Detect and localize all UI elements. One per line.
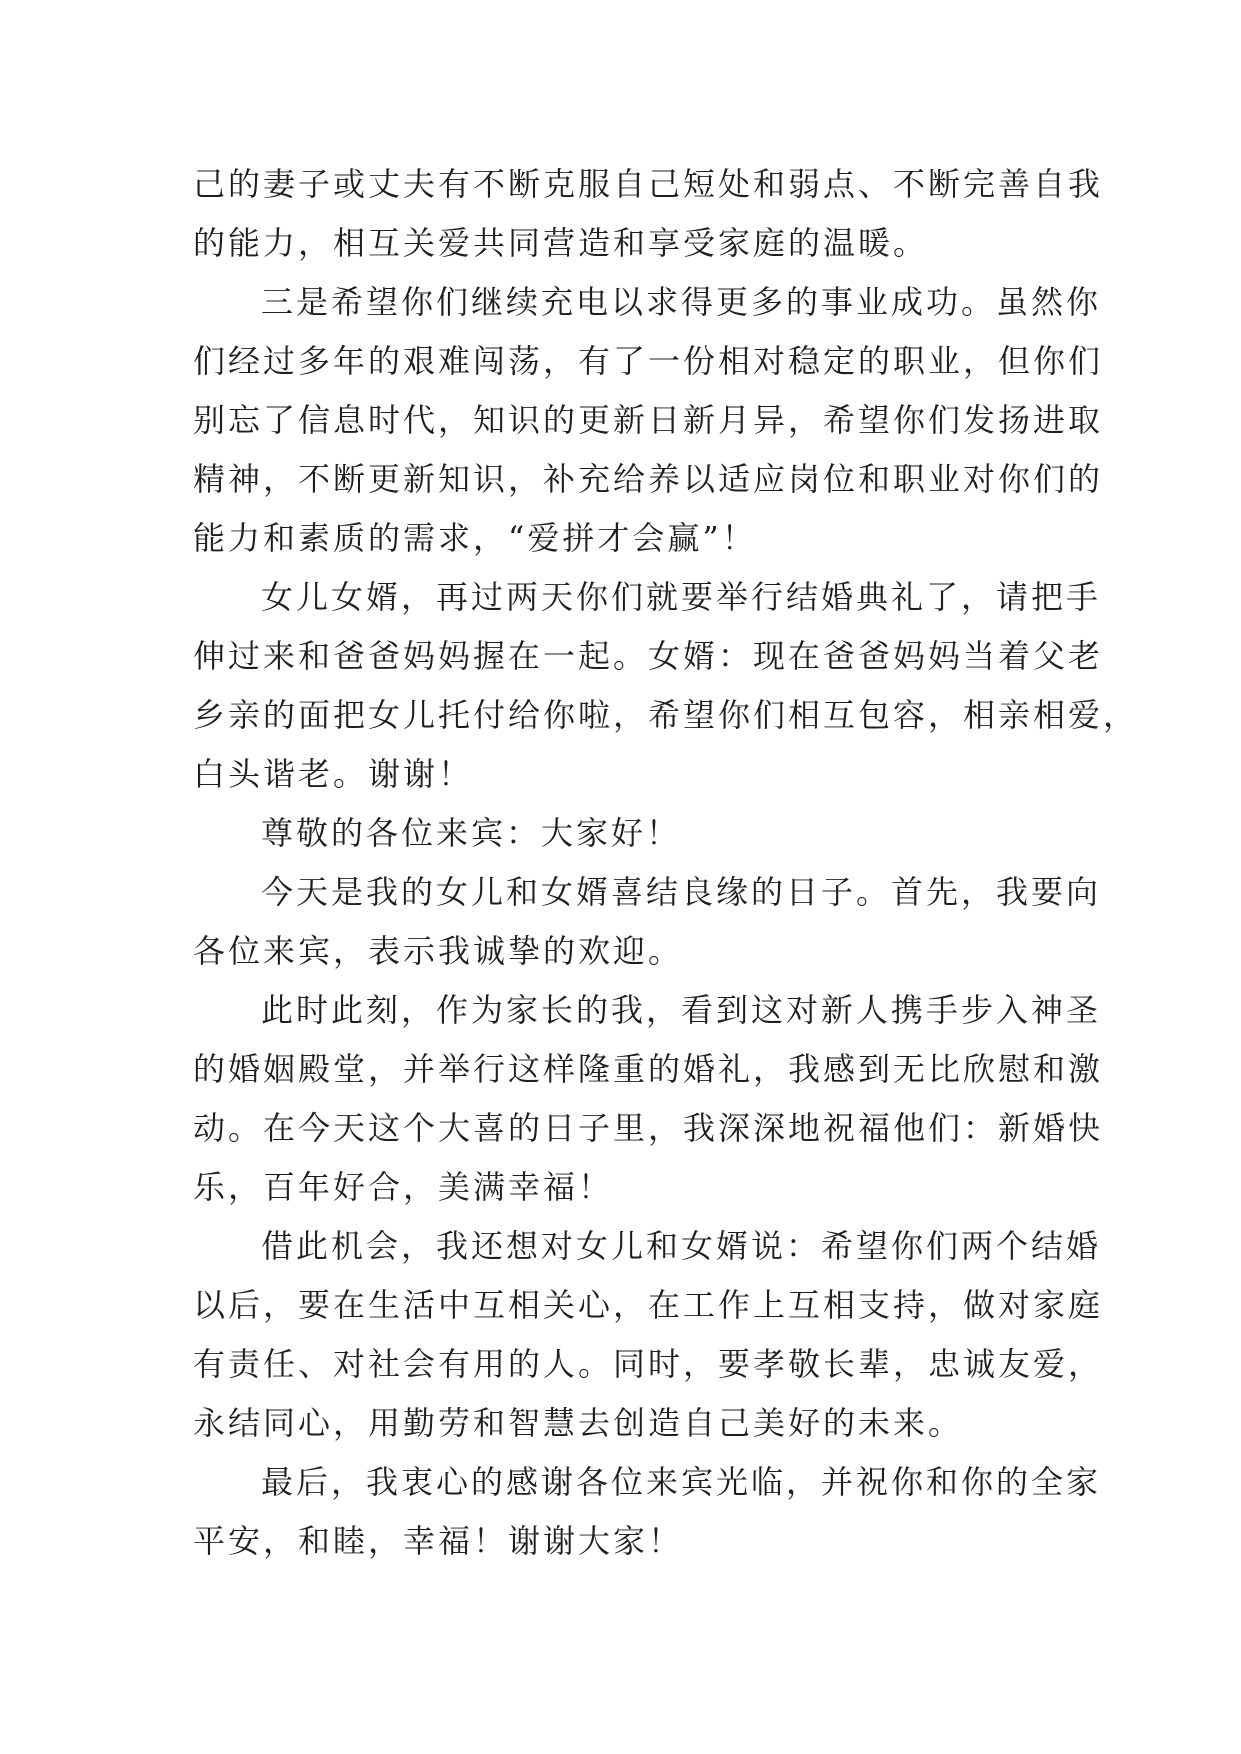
text-line: 有责任、对社会有用的人。同时，要孝敬长辈，忠诚友爱，	[193, 1345, 1104, 1383]
paragraph-start-line: 借此机会，我还想对女儿和女婿说：希望你们两个结婚	[261, 1227, 1102, 1265]
text-line: 己的妻子或丈夫有不断克服自己短处和弱点、不断完善自我	[193, 165, 1104, 203]
text-line: 白头谐老。谢谢！	[193, 755, 474, 793]
paragraph-start-line: 今天是我的女儿和女婿喜结良缘的日子。首先，我要向	[261, 873, 1102, 911]
text-line: 别忘了信息时代，知识的更新日新月异，希望你们发扬进取	[193, 401, 1104, 439]
paragraph-start-line: 三是希望你们继续充电以求得更多的事业成功。虽然你	[261, 283, 1102, 321]
document-body	[193, 155, 1139, 1571]
text-line: 伸过来和爸爸妈妈握在一起。女婿：现在爸爸妈妈当着父老	[193, 637, 1104, 675]
greeting-line: 尊敬的各位来宾：大家好！	[261, 814, 682, 852]
paragraph-start-line: 最后，我衷心的感谢各位来宾光临，并祝你和你的全家	[261, 1463, 1102, 1501]
text-line: 以后，要在生活中互相关心，在工作上互相支持，做对家庭	[193, 1286, 1104, 1324]
paragraph-start-line: 此时此刻，作为家长的我，看到这对新人携手步入神圣	[261, 991, 1102, 1029]
text-line: 能力和素质的需求，“爱拼才会赢”！	[193, 519, 757, 557]
text-line: 平安，和睦，幸福！谢谢大家！	[193, 1522, 684, 1560]
text-line: 的能力，相互关爱共同营造和享受家庭的温暖。	[193, 224, 929, 262]
text-line: 动。在今天这个大喜的日子里，我深深地祝福他们：新婚快	[193, 1109, 1104, 1147]
text-line: 的婚姻殿堂，并举行这样隆重的婚礼，我感到无比欣慰和激	[193, 1050, 1104, 1088]
text-line: 们经过多年的艰难闯荡，有了一份相对稳定的职业，但你们	[193, 342, 1104, 380]
text-line: 永结同心，用勤劳和智慧去创造自己美好的未来。	[193, 1404, 964, 1442]
paragraph-start-line: 女儿女婿，再过两天你们就要举行结婚典礼了，请把手	[261, 578, 1102, 616]
text-line: 乡亲的面把女儿托付给你啦，希望你们相互包容，相亲相爱，	[193, 696, 1139, 734]
text-line: 各位来宾，表示我诚挚的欢迎。	[193, 932, 684, 970]
text-line: 精神，不断更新知识，补充给养以适应岗位和职业对你们的	[193, 460, 1104, 498]
text-line: 乐，百年好合，美满幸福！	[193, 1168, 614, 1206]
